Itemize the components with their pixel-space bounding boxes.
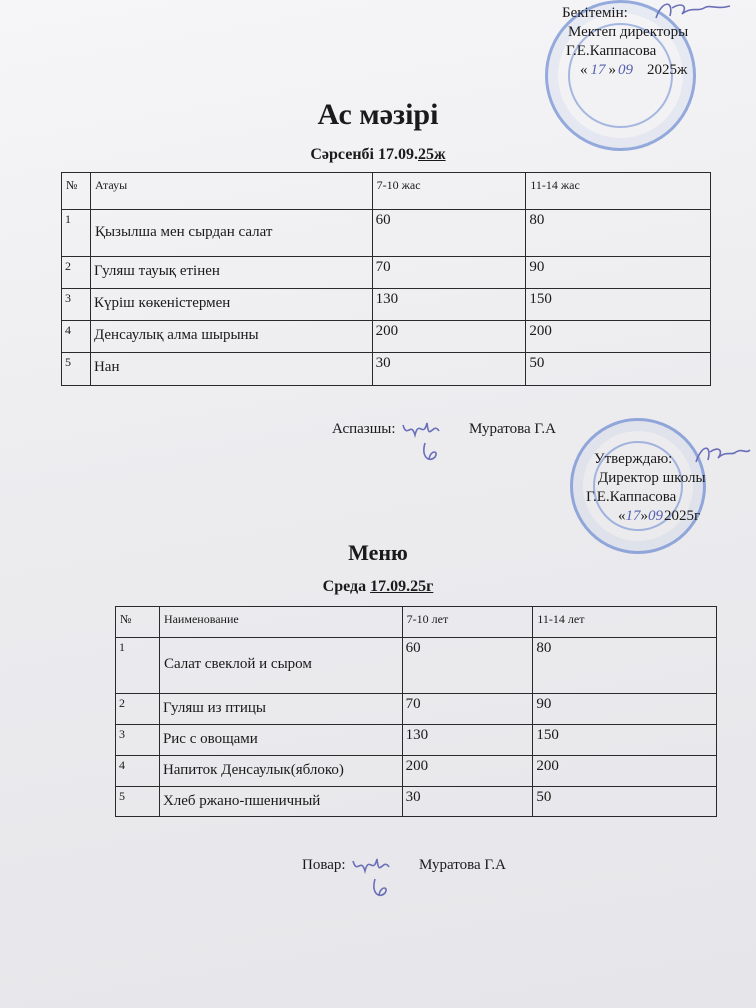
table-cell: 200 xyxy=(526,321,711,353)
header-age-7-10: 7-10 лет xyxy=(402,607,533,638)
table-cell: 130 xyxy=(402,725,533,756)
menu-table-kz xyxy=(61,172,711,386)
table-row xyxy=(62,289,711,321)
table-cell: 70 xyxy=(402,694,533,725)
table-cell: Денсаулық алма шырыны xyxy=(90,321,372,353)
table-row xyxy=(62,210,711,257)
cook-label: Повар: xyxy=(302,857,346,873)
header-number: № xyxy=(116,607,160,638)
header-name: Атауы xyxy=(90,173,372,210)
table-cell: 5 xyxy=(62,353,91,386)
page-title-kz: Ас мәзірі xyxy=(317,98,439,131)
table-cell: 60 xyxy=(402,638,533,694)
table-cell: 2 xyxy=(116,694,160,725)
table-row xyxy=(116,787,717,817)
approval-position: Мектеп директоры xyxy=(568,24,689,40)
cook-name: Муратова Г.А xyxy=(419,857,506,873)
table-cell: 80 xyxy=(526,210,711,257)
table-header-row xyxy=(116,607,717,638)
table-cell: Күріш көкеністермен xyxy=(90,289,372,321)
cook-signature xyxy=(349,849,409,909)
table-cell: 130 xyxy=(372,289,526,321)
table-cell: Нан xyxy=(90,353,372,386)
table-cell: 150 xyxy=(526,289,711,321)
table-cell: 200 xyxy=(533,756,717,787)
cook-label: Аспазшы: xyxy=(332,421,396,437)
table-cell: 2 xyxy=(62,257,91,289)
table-row xyxy=(116,756,717,787)
table-cell: Хлеб ржано-пшеничный xyxy=(159,787,402,817)
approval-block-ru xyxy=(586,450,756,526)
table-cell: Салат свеклой и сыром xyxy=(159,638,402,694)
table-cell: 200 xyxy=(372,321,526,353)
table-cell: Қызылша мен сырдан салат xyxy=(90,210,372,257)
header-age-7-10: 7-10 жас xyxy=(372,173,526,210)
approval-name: Г.Е.Каппасова xyxy=(586,489,677,505)
table-cell: Гуляш из птицы xyxy=(159,694,402,725)
header-age-11-14: 11-14 лет xyxy=(533,607,717,638)
table-row xyxy=(116,694,717,725)
table-cell: 4 xyxy=(116,756,160,787)
table-row xyxy=(62,257,711,289)
approval-position: Директор школы xyxy=(598,470,706,486)
table-cell: 30 xyxy=(402,787,533,817)
table-header-row xyxy=(62,173,711,210)
table-cell: 1 xyxy=(116,638,160,694)
page-subtitle-kz: Сәрсенбі 17.09.25ж xyxy=(310,146,446,163)
cook-name: Муратова Г.А xyxy=(469,421,556,437)
table-cell: 200 xyxy=(402,756,533,787)
cook-signature-line-ru xyxy=(302,857,602,909)
cook-signature xyxy=(399,413,459,473)
table-cell: 5 xyxy=(116,787,160,817)
page-subtitle-ru: Среда 17.09.25г xyxy=(322,578,434,595)
approval-date: « 17 » 09 2025ж xyxy=(580,62,688,78)
approval-date: «17»092025г xyxy=(618,508,701,524)
director-signature xyxy=(652,0,732,26)
header-name: Наименование xyxy=(159,607,402,638)
table-cell: 150 xyxy=(533,725,717,756)
table-cell: 4 xyxy=(62,321,91,353)
table-cell: Гуляш тауық етінен xyxy=(90,257,372,289)
table-cell: 30 xyxy=(372,353,526,386)
table-cell: 70 xyxy=(372,257,526,289)
table-cell: 60 xyxy=(372,210,526,257)
table-cell: 3 xyxy=(62,289,91,321)
approval-label: Бекітемін: xyxy=(562,5,628,21)
table-cell: 3 xyxy=(116,725,160,756)
table-cell: 1 xyxy=(62,210,91,257)
approval-name: Г.Е.Каппасова xyxy=(566,43,657,59)
director-signature xyxy=(692,442,752,470)
table-cell: 90 xyxy=(533,694,717,725)
approval-label: Утверждаю: xyxy=(594,451,673,467)
header-number: № xyxy=(62,173,91,210)
table-cell: Рис с овощами xyxy=(159,725,402,756)
table-row xyxy=(62,321,711,353)
table-row xyxy=(62,353,711,386)
page-title-ru: Меню xyxy=(348,540,408,565)
menu-table-ru xyxy=(115,606,717,817)
table-cell: 80 xyxy=(533,638,717,694)
table-cell: 50 xyxy=(526,353,711,386)
table-row xyxy=(116,725,717,756)
table-cell: Напиток Денсаулык(яблоко) xyxy=(159,756,402,787)
approval-block-kz xyxy=(562,4,752,80)
header-age-11-14: 11-14 жас xyxy=(526,173,711,210)
table-cell: 90 xyxy=(526,257,711,289)
table-row xyxy=(116,638,717,694)
table-cell: 50 xyxy=(533,787,717,817)
